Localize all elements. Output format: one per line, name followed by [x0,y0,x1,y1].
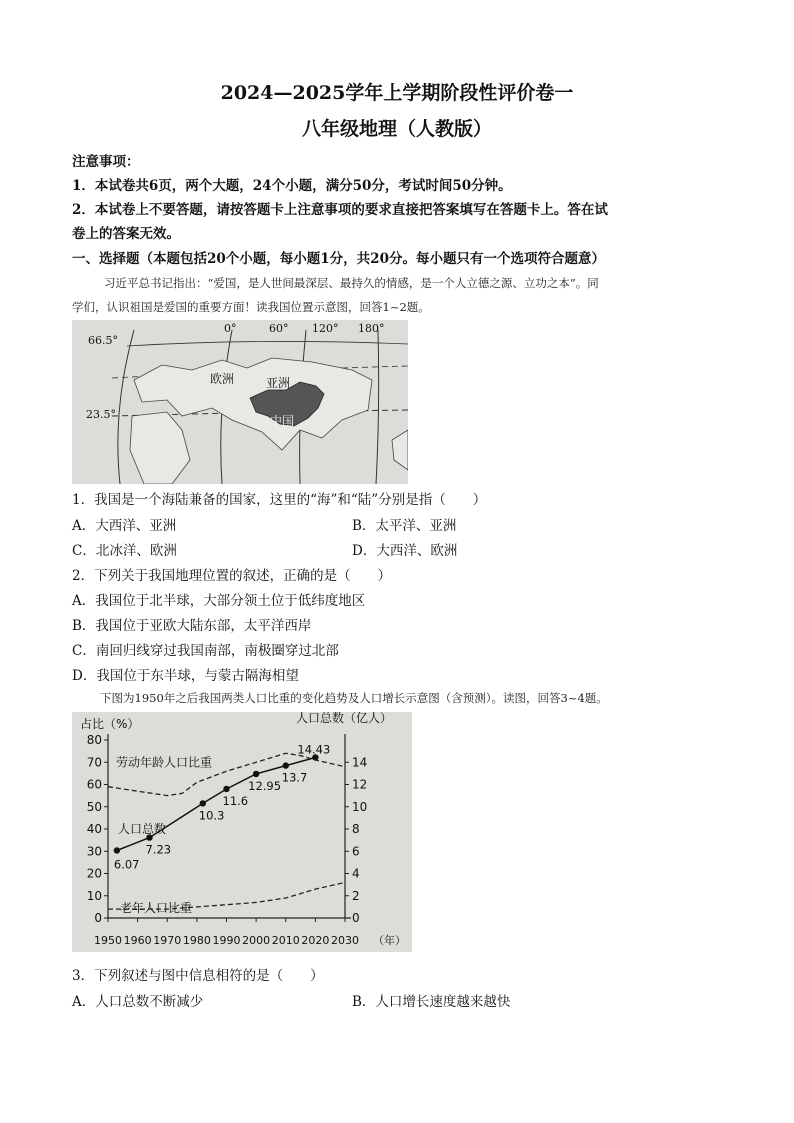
q3-option-b[interactable]: B．人口增长速度越来越快 [352,994,511,1010]
lon-label-180: 180° [358,322,385,335]
x-tick-label: 1970 [153,934,182,947]
right-tick-label: 8 [352,822,360,836]
data-point-label: 13.7 [281,770,308,785]
exam-title: 2024—2025学年上学期阶段性评价卷一 [220,82,574,104]
left-tick-label: 80 [86,733,102,747]
x-tick-label: 2000 [242,934,271,947]
q2-option-a[interactable]: A．我国位于北半球，大部分领土位于低纬度地区 [72,593,366,609]
q1-option-b[interactable]: B．太平洋、亚洲 [352,518,457,534]
data-point [200,800,206,806]
q1-option-d[interactable]: D．大西洋、欧洲 [352,543,458,559]
data-point-label: 6.07 [113,857,140,872]
x-tick-label: 2010 [271,934,300,947]
q2-stem: 2．下列关于我国地理位置的叙述，正确的是（ ） [72,568,392,584]
lat-label-23: 23.5° [86,408,116,421]
x-tick-label: 1980 [182,934,211,947]
notice-item-1: 1．本试卷共6页，两个大题，24个小题，满分50分，考试时间50分钟。 [72,178,512,194]
data-point [223,786,229,792]
left-tick-label: 0 [94,911,102,925]
notice-item-2a: 2．本试卷上不要答题，请按答题卡上注意事项的要求直接把答案填写在答题卡上。答在试 [72,202,608,218]
x-tick-label: 2020 [301,934,330,947]
china-location-map [72,320,408,484]
series-label-elderly: 老年人口比重 [120,901,193,916]
q2-option-c[interactable]: C．南回归线穿过我国南部，南极圈穿过北部 [72,643,339,659]
q3-stem: 3．下列叙述与图中信息相符的是（ ） [72,968,324,984]
population-chart [72,712,412,952]
series-label-total: 人口总数 [118,822,167,836]
passage-q34: 下图为1950年之后我国两类人口比重的变化趋势及人口增长示意图（含预测）。读图，回答3~4题。 [100,691,608,705]
passage-line-1: 习近平总书记指出：“爱国，是人世间最深层、最持久的情感，是一个人立德之源、立功之本”。同 [104,276,599,290]
left-tick-label: 20 [86,866,102,881]
left-tick-label: 60 [86,777,102,792]
label-asia: 亚洲 [266,376,291,390]
x-tick-label: 2030 [331,934,359,947]
right-tick-label: 12 [352,777,368,792]
right-tick-label: 4 [352,866,360,881]
right-tick-label: 2 [352,888,360,903]
data-point-label: 10.3 [198,808,225,823]
right-axis-title: 人口总数（亿人） [296,712,393,725]
label-europe: 欧洲 [210,372,235,386]
exam-subtitle: 八年级地理（人教版） [301,118,492,140]
data-point [114,847,120,853]
lat-label-66: 66.5° [88,334,118,347]
data-point-label: 14.43 [297,742,331,757]
left-tick-label: 10 [86,888,102,903]
x-tick-label: 1990 [212,934,241,947]
lon-label-60: 60° [269,322,289,335]
left-tick-label: 40 [86,822,102,836]
left-tick-label: 30 [86,844,102,859]
right-tick-label: 6 [352,844,360,859]
q1-stem: 1．我国是一个海陆兼备的国家，这里的“海”和“陆”分别是指（ ） [72,492,487,508]
left-tick-label: 50 [86,799,102,814]
map-svg [72,320,408,484]
section-heading: 一、选择题（本题包括20个小题，每小题1分，共20分。每小题只有一个选项符合题意） [72,251,605,267]
data-point-label: 12.95 [248,778,282,793]
label-china: 中国 [270,414,295,428]
left-tick-label: 70 [86,755,102,770]
data-point [253,771,259,777]
q3-option-a[interactable]: A．人口总数不断减少 [72,994,204,1010]
q1-option-a[interactable]: A．大西洋、亚洲 [72,518,177,534]
notice-item-2b: 卷上的答案无效。 [72,226,180,242]
data-point [283,762,289,768]
right-tick-label: 14 [352,755,368,770]
lon-label-120: 120° [312,322,339,335]
lon-label-0: 0° [224,322,237,335]
right-tick-label: 0 [352,911,360,925]
x-unit-label: （年） [373,934,406,947]
data-point-label: 7.23 [145,842,172,857]
notice-heading: 注意事项： [72,154,140,170]
right-tick-label: 10 [352,799,368,814]
series-label-labor: 劳动年龄人口比重 [116,755,213,770]
x-tick-label: 1960 [123,934,152,947]
passage-line-2: 学们，认识祖国是爱国的重要方面！读我国位置示意图，回答1~2题。 [72,300,430,314]
chart-svg [72,712,412,952]
q2-option-b[interactable]: B．我国位于亚欧大陆东部，太平洋西岸 [72,618,312,634]
left-axis-title: 占比（%） [80,717,140,731]
q2-option-d[interactable]: D．我国位于东半球，与蒙古隔海相望 [72,668,299,684]
data-point-label: 11.6 [222,793,249,808]
q1-option-c[interactable]: C．北冰洋、欧洲 [72,543,177,559]
x-tick-label: 1950 [94,934,122,947]
